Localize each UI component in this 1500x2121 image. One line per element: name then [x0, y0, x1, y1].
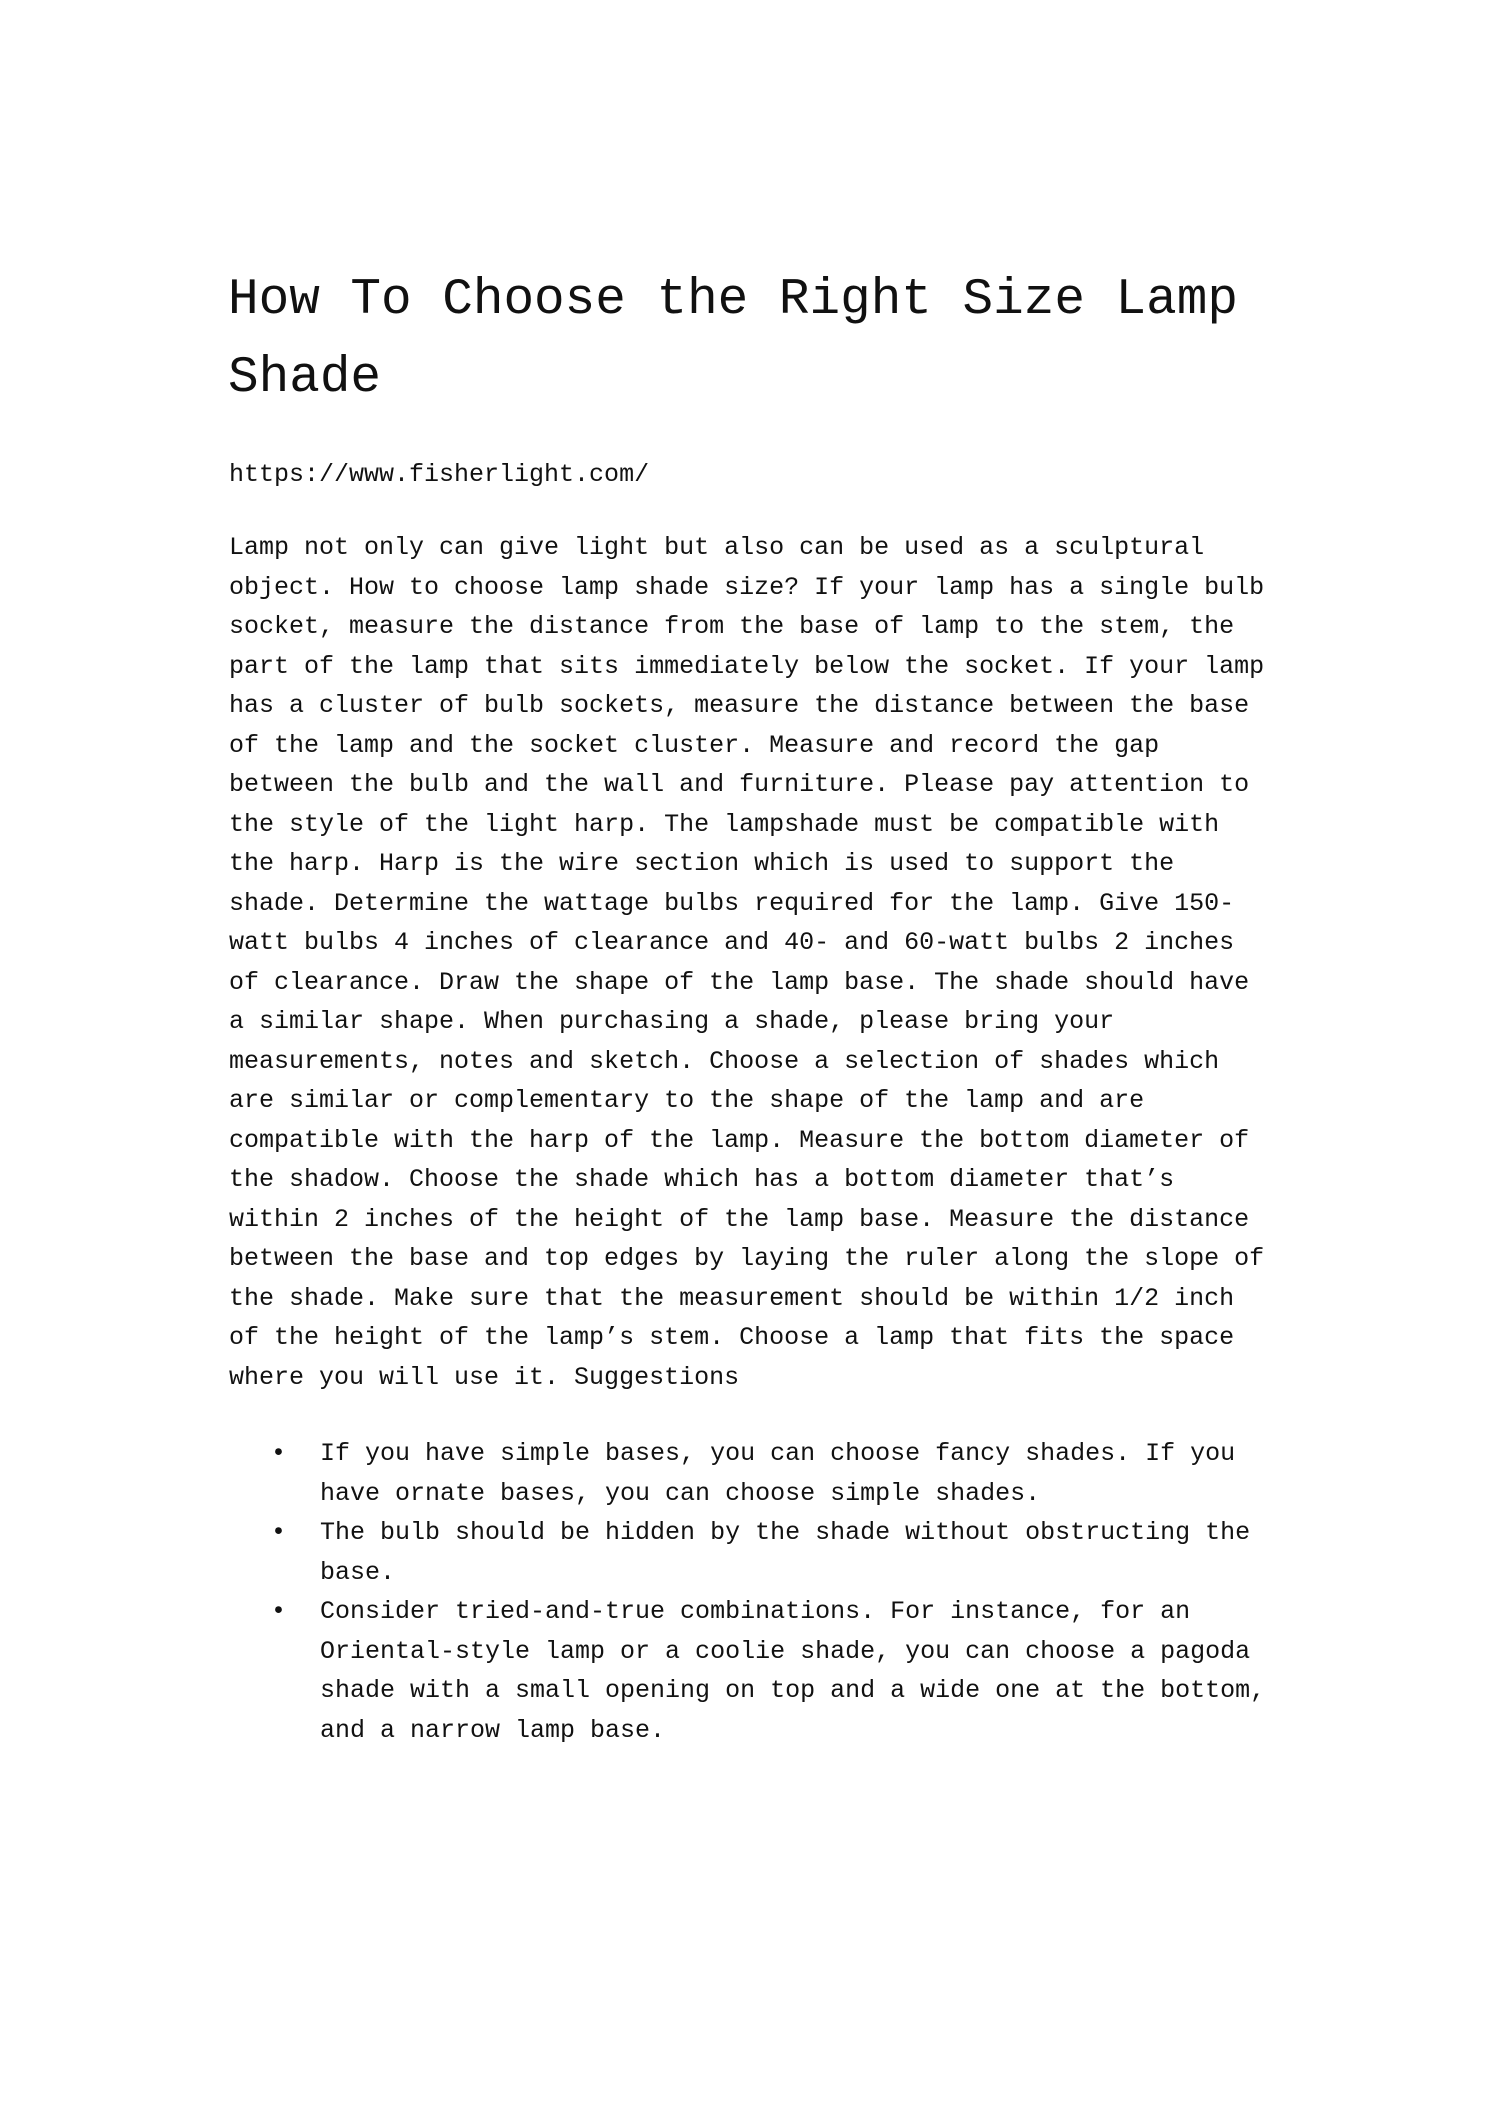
paragraph-line: between the bulb and the wall and furniture. Please pay attention to — [229, 770, 1250, 799]
paragraph-line: measurements, notes and sketch. Choose a selection of shades which — [229, 1046, 1220, 1076]
title-line: Shade — [228, 350, 382, 407]
body-paragraph — [229, 528, 1264, 1397]
paragraph-line: the harp. Harp is the wire section which is used to support the — [229, 849, 1175, 878]
paragraph-line: the shade. Make sure that the measurement should be within 1/2 inch — [229, 1283, 1235, 1313]
suggestion-line: and a narrow lamp base. — [320, 1715, 666, 1745]
paragraph-line: are similar or complementary to the shape of the lamp and are — [229, 1086, 1145, 1115]
page-title — [228, 262, 1238, 418]
paragraph-line: the style of the light harp. The lampshade must be compatible with — [229, 809, 1220, 839]
paragraph-line: has a cluster of bulb sockets, measure the distance between the base — [229, 691, 1250, 720]
paragraph-line: object. How to choose lamp shade size? If your lamp has a single bulb — [229, 572, 1265, 602]
bullet-icon: • — [271, 1597, 287, 1626]
suggestion-line: Oriental-style lamp or a coolie shade, you can choose a pagoda — [320, 1636, 1251, 1666]
paragraph-line: part of the lamp that sits immediately below the socket. If your lamp — [229, 651, 1265, 681]
paragraph-line: socket, measure the distance from the base of lamp to the stem, the — [229, 612, 1235, 641]
paragraph-line: of the height of the lamp’s stem. Choose a lamp that fits the space — [229, 1323, 1235, 1352]
paragraph-line: watt bulbs 4 inches of clearance and 40- and 60-watt bulbs 2 inches — [229, 928, 1235, 957]
suggestion-line: The bulb should be hidden by the shade without obstructing the — [320, 1518, 1251, 1547]
suggestion-item — [229, 1513, 1265, 1592]
paragraph-line: of the lamp and the socket cluster. Measure and record the gap — [229, 730, 1160, 760]
suggestion-line: have ornate bases, you can choose simple shades. — [320, 1478, 1041, 1508]
paragraph-line: of clearance. Draw the shape of the lamp base. The shade should have — [229, 967, 1250, 997]
bullet-icon: • — [271, 1518, 287, 1547]
suggestion-item — [229, 1592, 1265, 1750]
paragraph-line: within 2 inches of the height of the lamp base. Measure the distance — [229, 1204, 1250, 1234]
suggestion-line: shade with a small opening on top and a wide one at the bottom, — [320, 1676, 1266, 1705]
paragraph-line: the shadow. Choose the shade which has a bottom diameter that’s — [229, 1165, 1175, 1194]
bullet-icon: • — [271, 1439, 287, 1468]
suggestion-line: base. — [320, 1557, 396, 1587]
suggestion-line: Consider tried-and-true combinations. For instance, for an — [320, 1597, 1191, 1626]
paragraph-line: shade. Determine the wattage bulbs required for the lamp. Give 150- — [229, 888, 1235, 918]
paragraph-line: Lamp not only can give light but also can be used as a sculptural — [229, 533, 1205, 562]
suggestion-line: If you have simple bases, you can choose fancy shades. If you — [320, 1439, 1236, 1468]
suggestion-item — [229, 1434, 1265, 1513]
paragraph-line: where you will use it. Suggestions — [229, 1362, 740, 1392]
suggestions-list — [229, 1434, 1265, 1750]
paragraph-line: between the base and top edges by laying the ruler along the slope of — [229, 1244, 1265, 1273]
paragraph-line: a similar shape. When purchasing a shade, please bring your — [229, 1007, 1115, 1036]
paragraph-line: compatible with the harp of the lamp. Measure the bottom diameter of — [229, 1125, 1250, 1155]
source-url: https://www.fisherlight.com/ — [229, 460, 650, 489]
title-line: How To Choose the Right Size Lamp — [228, 272, 1238, 329]
